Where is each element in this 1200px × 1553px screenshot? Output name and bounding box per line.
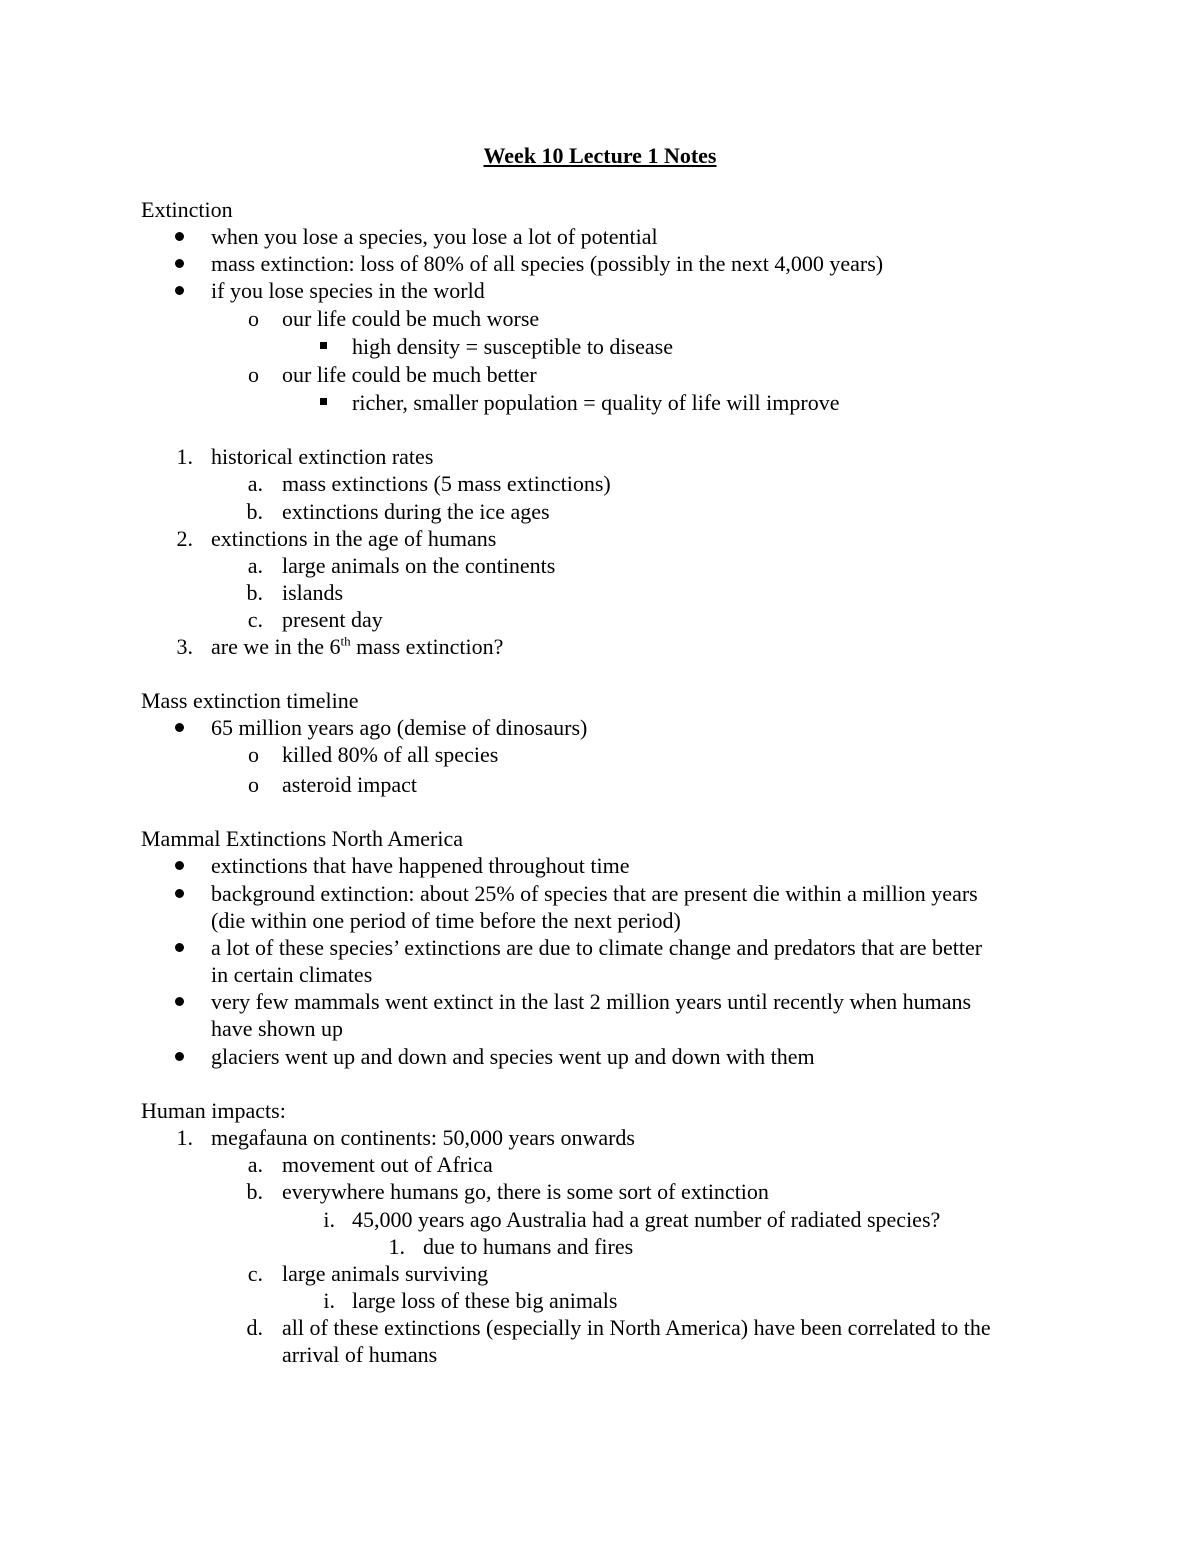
section-heading-human-impacts: Human impacts: — [141, 1098, 286, 1123]
list-letter: b. — [246, 1179, 263, 1204]
square-bullet-icon — [320, 398, 327, 405]
list-item-text: mass extinction? — [350, 634, 504, 659]
list-item: 65 million years ago (demise of dinosaurs) — [211, 715, 588, 740]
list-letter: c. — [247, 1261, 263, 1286]
bullet-icon — [175, 889, 184, 898]
circle-bullet-icon: o — [248, 362, 259, 387]
list-roman: i. — [323, 1207, 335, 1232]
square-bullet-icon — [320, 342, 327, 349]
list-item-continued: arrival of humans — [282, 1342, 438, 1367]
document-title: Week 10 Lecture 1 Notes — [483, 143, 717, 168]
list-item: mass extinctions (5 mass extinctions) — [282, 471, 611, 496]
list-item: extinctions during the ice ages — [282, 499, 550, 524]
list-item: large animals on the continents — [282, 553, 556, 578]
list-item: richer, smaller population = quality of life will improve — [352, 390, 840, 415]
bullet-icon — [175, 861, 184, 870]
list-item: 45,000 years ago Australia had a great number of radiated species? — [352, 1207, 941, 1232]
section-heading-extinction: Extinction — [141, 197, 233, 222]
section-heading-timeline: Mass extinction timeline — [141, 688, 359, 713]
list-item — [211, 633, 503, 660]
list-letter: a. — [247, 471, 263, 496]
list-letter: d. — [246, 1315, 263, 1340]
section-heading-mammal: Mammal Extinctions North America — [141, 826, 463, 851]
list-item: megafauna on continents: 50,000 years onwards — [211, 1125, 635, 1150]
list-item: asteroid impact — [282, 772, 418, 797]
bullet-icon — [175, 259, 184, 268]
list-item: mass extinction: loss of 80% of all species (possibly in the next 4,000 years) — [211, 251, 884, 276]
list-item: large loss of these big animals — [352, 1288, 618, 1313]
list-item: extinctions that have happened throughout time — [211, 853, 630, 878]
list-item: background extinction: about 25% of species that are present die within a million years — [211, 881, 978, 906]
list-letter: b. — [246, 499, 263, 524]
list-item: killed 80% of all species — [282, 742, 499, 767]
list-item: extinctions in the age of humans — [211, 526, 497, 551]
list-number: 2. — [176, 526, 193, 551]
list-item: high density = susceptible to disease — [352, 334, 673, 359]
bullet-icon — [175, 943, 184, 952]
list-item: historical extinction rates — [211, 444, 434, 469]
list-item-continued: (die within one period of time before the next period) — [211, 908, 681, 933]
list-item: present day — [282, 607, 383, 632]
list-number: 1. — [176, 1125, 193, 1150]
circle-bullet-icon: o — [248, 306, 259, 331]
list-item-text: are we in the 6 — [211, 634, 341, 659]
bullet-icon — [175, 723, 184, 732]
list-letter: b. — [246, 580, 263, 605]
list-number: 3. — [176, 634, 193, 659]
bullet-icon — [175, 232, 184, 241]
list-letter: c. — [247, 607, 263, 632]
list-item: a lot of these species’ extinctions are due to climate change and predators that are better — [211, 935, 983, 960]
bullet-icon — [175, 997, 184, 1006]
list-letter: a. — [247, 1152, 263, 1177]
list-item: due to humans and fires — [423, 1234, 634, 1259]
list-letter: a. — [247, 553, 263, 578]
list-item-continued: have shown up — [211, 1016, 343, 1041]
superscript: th — [340, 633, 351, 649]
list-roman: i. — [323, 1288, 335, 1313]
circle-bullet-icon: o — [248, 742, 259, 767]
list-item-continued: in certain climates — [211, 962, 373, 987]
bullet-icon — [175, 1052, 184, 1061]
circle-bullet-icon: o — [248, 772, 259, 797]
list-number: 1. — [176, 444, 193, 469]
list-item: our life could be much worse — [282, 306, 540, 331]
list-number: 1. — [388, 1234, 405, 1259]
list-item: our life could be much better — [282, 362, 537, 387]
list-item: when you lose a species, you lose a lot of potential — [211, 224, 658, 249]
list-item: movement out of Africa — [282, 1152, 493, 1177]
list-item: all of these extinctions (especially in North America) have been correlated to the — [282, 1315, 991, 1340]
list-item: islands — [282, 580, 344, 605]
list-item: large animals surviving — [282, 1261, 489, 1286]
list-item: glaciers went up and down and species went up and down with them — [211, 1044, 815, 1069]
list-item: everywhere humans go, there is some sort of extinction — [282, 1179, 769, 1204]
list-item: very few mammals went extinct in the last 2 million years until recently when humans — [211, 989, 972, 1014]
bullet-icon — [175, 286, 184, 295]
list-item: if you lose species in the world — [211, 278, 485, 303]
